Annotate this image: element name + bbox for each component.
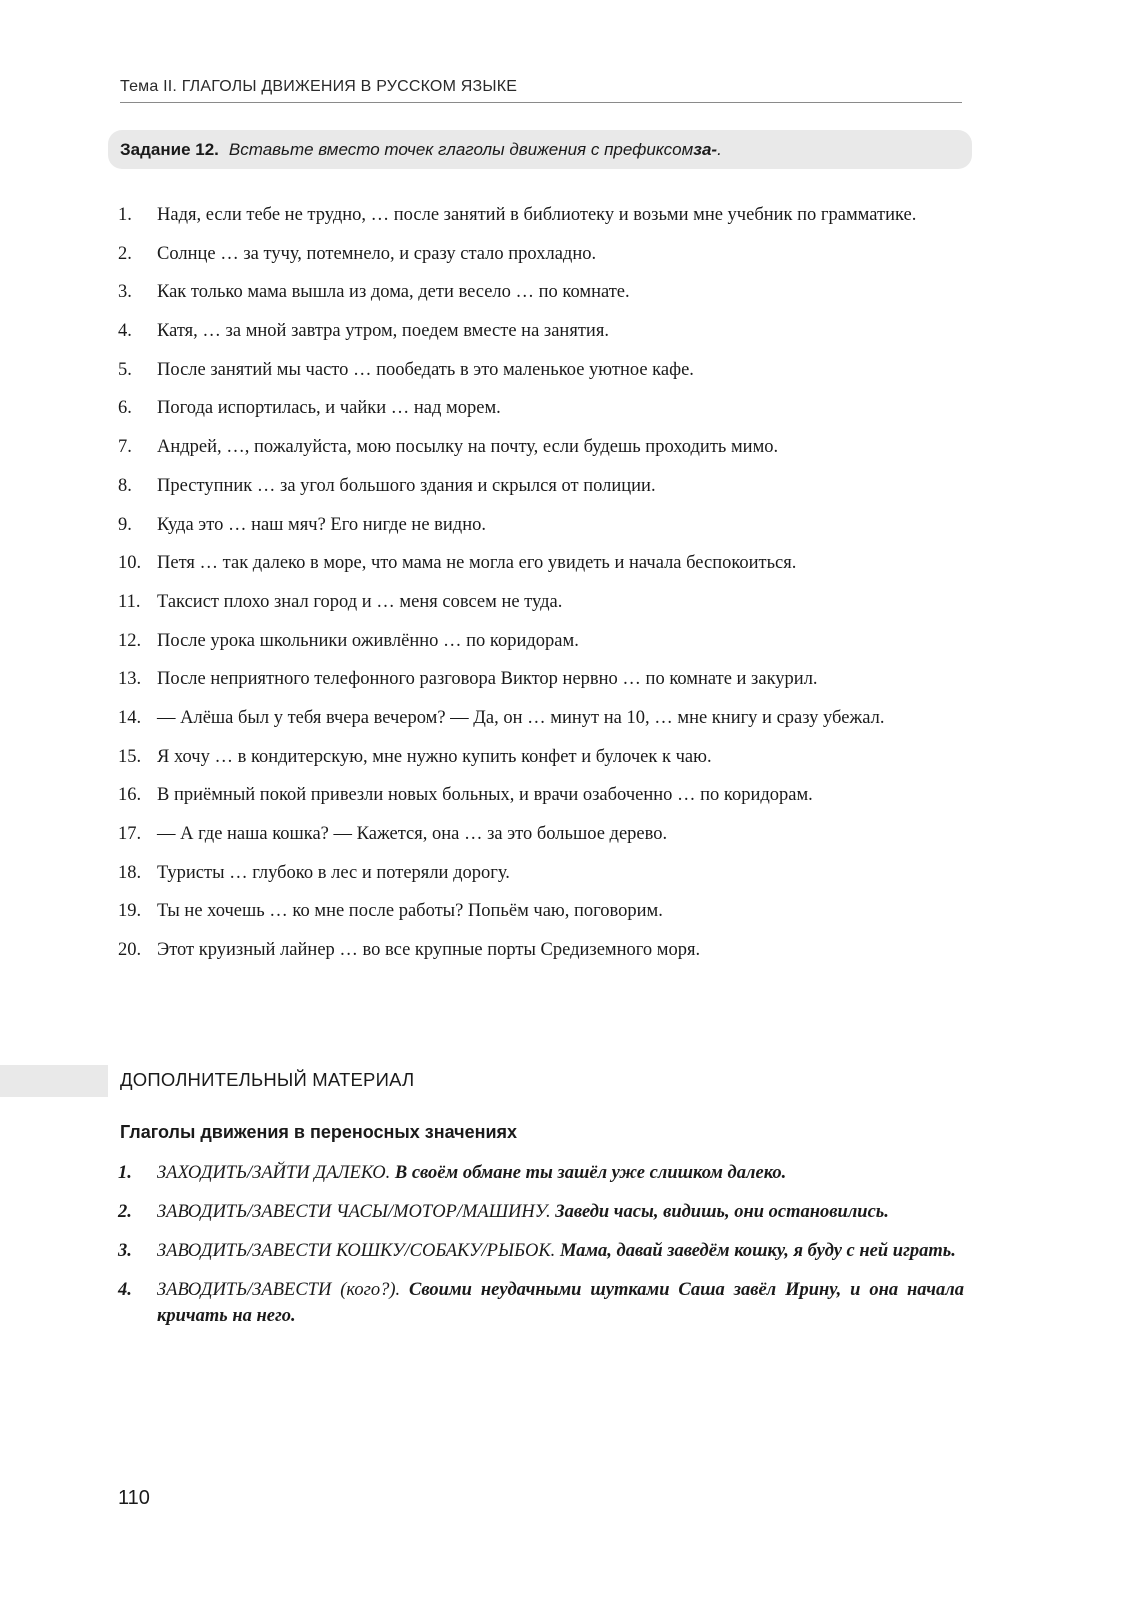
exercise-item (118, 202, 964, 228)
idiom-number: 2. (118, 1202, 132, 1222)
exercise-item (118, 898, 964, 924)
page-number: 110 (118, 1487, 150, 1509)
item-number: 18. (118, 862, 142, 883)
item-number: 4. (118, 321, 132, 342)
item-text: В приёмный покой привезли новых больных, и врачи озабоченно … по коридорам. (157, 785, 813, 806)
idiom-phrase: ЗАВОДИТЬ/ЗАВЕСТИ ЧАСЫ/МОТОР/МАШИНУ. (157, 1202, 551, 1222)
item-text: Андрей, …, пожалуйста, мою посылку на почту, если будешь проходить мимо. (157, 437, 779, 458)
exercise-item (118, 550, 964, 576)
exercise-item (118, 473, 964, 499)
item-text: Солнце … за тучу, потемнело, и сразу стало прохладно. (157, 243, 597, 264)
item-number: 19. (118, 901, 142, 922)
item-text: Катя, … за мной завтра утром, поедем вместе на занятия. (157, 321, 609, 342)
task-instruction: Вставьте вместо точек глаголы движения с префиксом (228, 139, 694, 159)
idiom-item (118, 1199, 964, 1225)
exercise-item (118, 357, 964, 383)
item-number: 11. (118, 591, 141, 612)
idiom-example: Заведи часы, видишь, они остановились. (555, 1202, 889, 1222)
running-head: Тема II. ГЛАГОЛЫ ДВИЖЕНИЯ В РУССКОМ ЯЗЫКЕ (120, 78, 962, 103)
item-number: 5. (118, 359, 132, 380)
idiom-number: 1. (118, 1163, 132, 1183)
item-text: — Алёша был у тебя вчера вечером? — Да, он … минут на 10, … мне книгу и сразу убежал. (157, 707, 885, 728)
item-number: 17. (118, 824, 142, 844)
subsection-title: Глаголы движения в переносных значениях (120, 1122, 518, 1142)
idiom-phrase: ЗАХОДИТЬ/ЗАЙТИ ДАЛЕКО. (157, 1163, 391, 1183)
item-text: — А где наша кошка? — Кажется, она … за это большое дерево. (157, 824, 668, 844)
exercise-item (118, 628, 964, 654)
exercise-item (118, 318, 964, 344)
section-title: ДОПОЛНИТЕЛЬНЫЙ МАТЕРИАЛ (120, 1069, 415, 1090)
idiom-phrase: ЗАВОДИТЬ/ЗАВЕСТИ КОШКУ/СОБАКУ/РЫБОК. (157, 1241, 556, 1261)
idiom-text (157, 1199, 964, 1225)
item-number: 16. (118, 785, 142, 806)
exercise-list (118, 202, 964, 976)
idiom-text (157, 1160, 964, 1186)
item-number: 2. (118, 243, 132, 264)
item-number: 1. (118, 205, 132, 225)
idiom-example: Мама, давай заведём кошку, я буду с ней играть. (559, 1241, 956, 1261)
item-number: 15. (118, 746, 142, 767)
item-number: 3. (118, 282, 132, 303)
idiom-number: 3. (118, 1241, 132, 1261)
idiom-item (118, 1238, 964, 1264)
exercise-item (118, 589, 964, 615)
item-number: 14. (118, 707, 142, 728)
item-number: 8. (118, 475, 132, 496)
idiom-number: 4. (118, 1280, 132, 1300)
exercise-item (118, 512, 964, 538)
item-text: Ты не хочешь … ко мне после работы? Попьём чаю, поговорим. (157, 901, 663, 922)
item-text: Этот круизный лайнер … во все крупные порты Средиземного моря. (157, 940, 701, 961)
item-text: Петя … так далеко в море, что мама не могла его увидеть и начала беспокоиться. (157, 553, 797, 574)
item-number: 20. (118, 940, 142, 961)
idiom-item (118, 1160, 964, 1186)
item-text: Надя, если тебе не трудно, … после занятий в библиотеку и возьми мне учебник по грамматике. (157, 205, 917, 225)
idiom-example: Своими неудачными шутками Саша завёл Ирину, и она начала кричать на него. (157, 1280, 965, 1326)
item-text: Таксист плохо знал город и … меня совсем не туда. (157, 591, 563, 612)
exercise-item (118, 279, 964, 305)
item-text: После занятий мы часто … пообедать в это маленькое уютное кафе. (157, 359, 694, 380)
exercise-item (118, 821, 964, 847)
exercise-item (118, 705, 964, 731)
item-number: 7. (118, 437, 132, 458)
exercise-item (118, 241, 964, 267)
item-number: 6. (118, 398, 132, 419)
item-number: 9. (118, 514, 132, 535)
idiom-phrase: ЗАВОДИТЬ/ЗАВЕСТИ (кого?). (157, 1280, 401, 1300)
item-number: 10. (118, 553, 142, 574)
item-text: Как только мама вышла из дома, дети весело … по комнате. (157, 282, 630, 303)
item-text: Я хочу … в кондитерскую, мне нужно купить конфет и булочек к чаю. (157, 746, 712, 767)
task-end: . (717, 139, 722, 159)
exercise-item (118, 744, 964, 770)
idiom-text (157, 1238, 964, 1264)
task-number: Задание 12. (120, 139, 219, 159)
exercise-item (118, 860, 964, 886)
exercise-item (118, 937, 964, 963)
item-text: Туристы … глубоко в лес и потеряли дорогу. (157, 862, 510, 883)
section-band (0, 1065, 108, 1097)
exercise-item (118, 782, 964, 808)
task-header (108, 130, 972, 169)
exercise-item (118, 434, 964, 460)
item-text: После неприятного телефонного разговора Виктор нервно … по комнате и закурил. (157, 669, 818, 690)
exercise-item (118, 666, 964, 692)
item-number: 12. (118, 630, 142, 651)
exercise-item (118, 395, 964, 421)
idiom-text (157, 1277, 964, 1329)
item-text: Преступник … за угол большого здания и скрылся от полиции. (157, 475, 656, 496)
idiom-list (118, 1160, 964, 1342)
item-text: После урока школьники оживлённо … по коридорам. (157, 630, 579, 651)
item-text: Погода испортилась, и чайки … над морем. (157, 398, 501, 419)
task-prefix: за- (693, 139, 718, 159)
idiom-example: В своём обмане ты зашёл уже слишком далеко. (394, 1163, 787, 1183)
item-text: Куда это … наш мяч? Его нигде не видно. (157, 514, 486, 535)
idiom-item (118, 1277, 964, 1329)
item-number: 13. (118, 669, 142, 690)
